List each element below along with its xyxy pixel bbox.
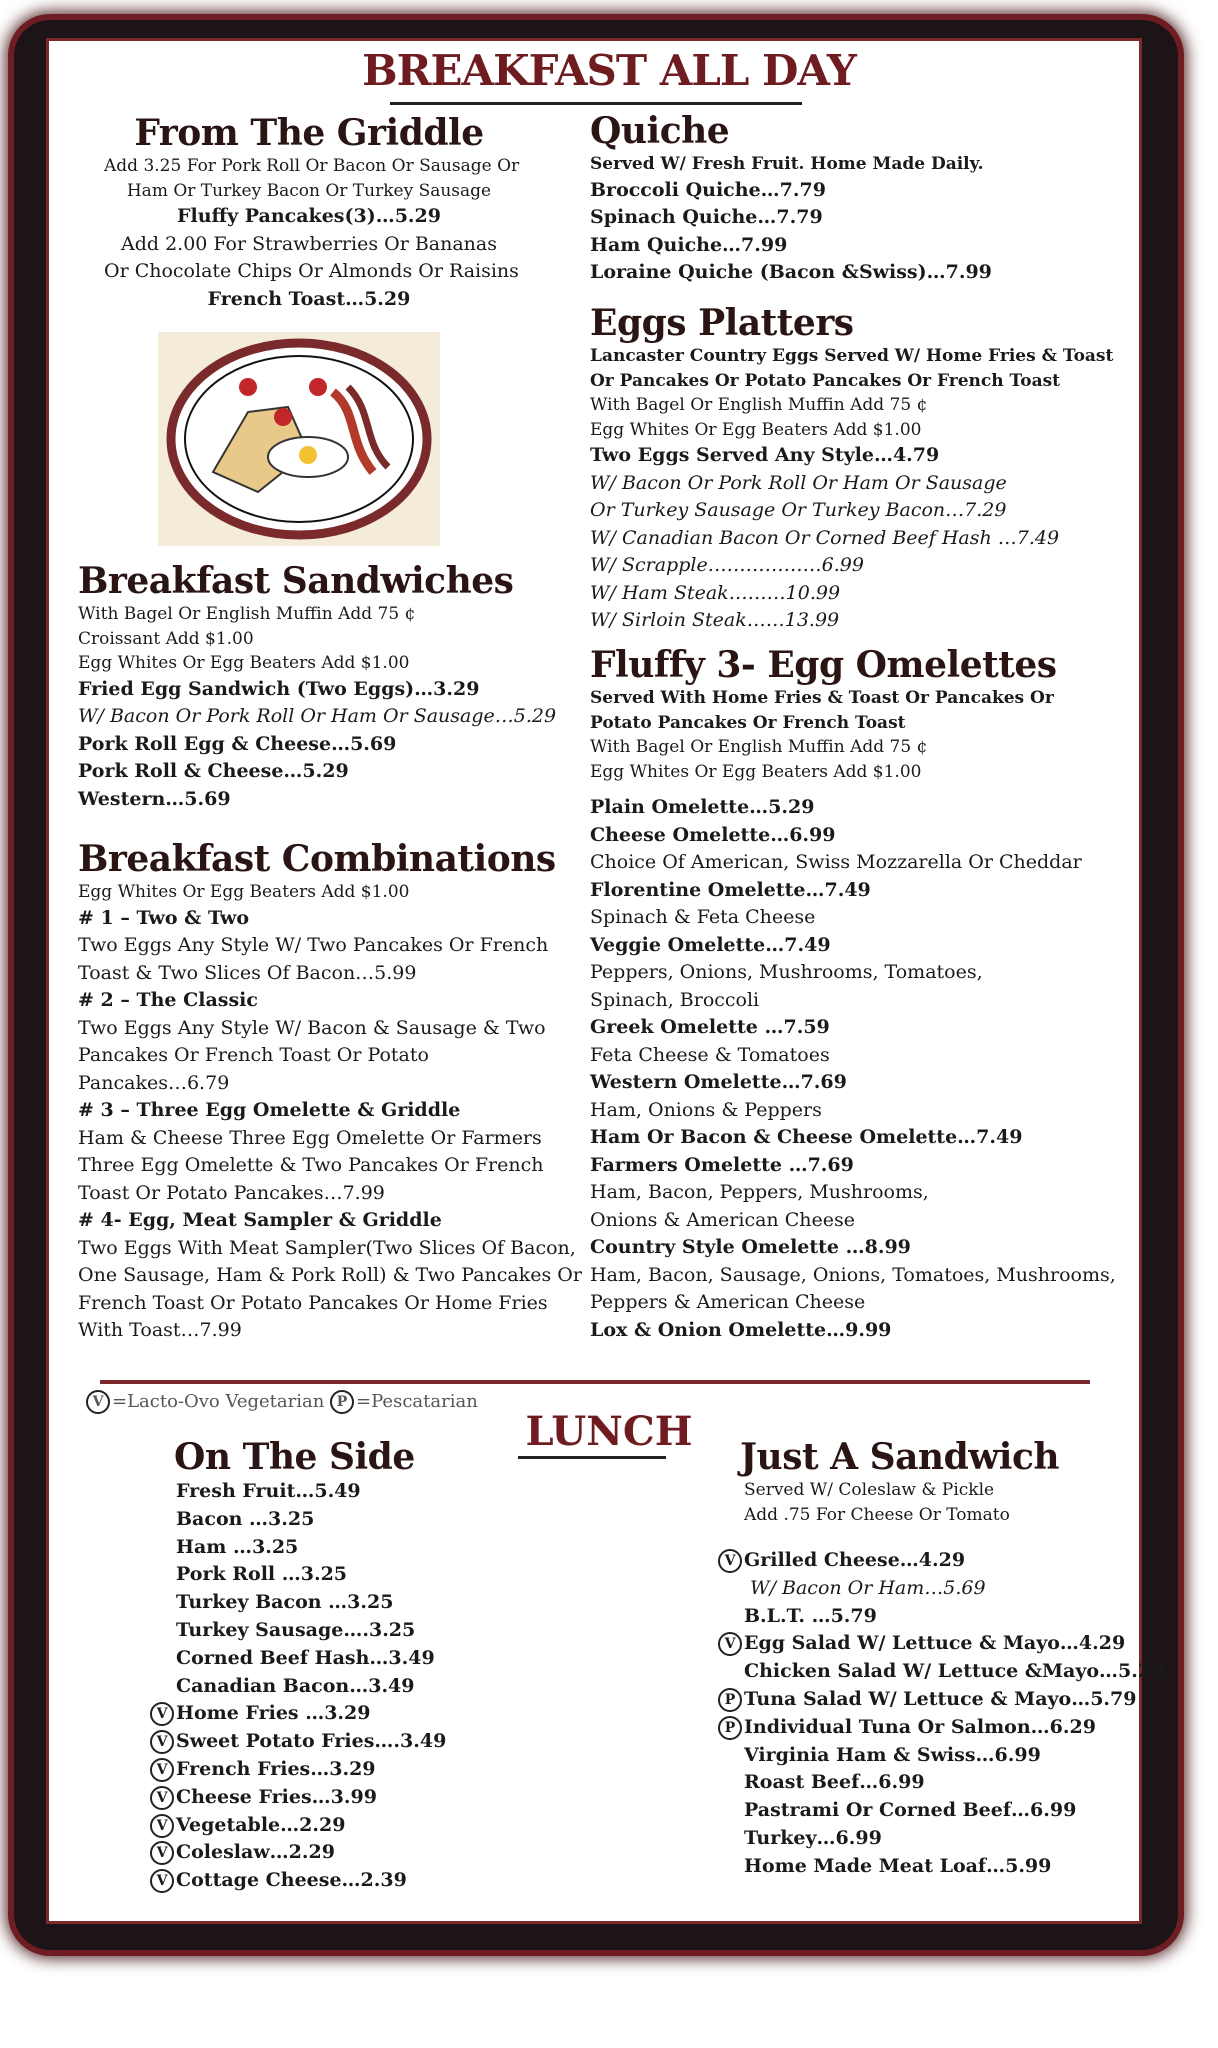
- eggs-title: Eggs Platters: [590, 302, 854, 344]
- menu-line: Egg Whites Or Egg Beaters Add $1.00: [78, 653, 410, 673]
- menu-item-label: Fresh Fruit…5.49: [176, 1480, 361, 1502]
- menu-line: Florentine Omelette…7.49: [590, 878, 871, 901]
- menu-line: W/ Scrapple………………6.99: [590, 554, 864, 576]
- menu-item: [718, 1658, 1165, 1686]
- vegetarian-icon: V: [718, 1549, 742, 1573]
- vegetarian-icon: V: [150, 1702, 174, 1726]
- menu-line: Choice Of American, Swiss Mozzarella Or Cheddar: [590, 851, 1082, 873]
- pescatarian-icon: P: [330, 1390, 354, 1414]
- griddle-lines: [104, 154, 520, 313]
- menu-line: Farmers Omelette …7.69: [590, 1153, 854, 1176]
- page-title: BREAKFAST ALL DAY: [362, 46, 856, 95]
- menu-line: W/ Ham Steak………10.99: [590, 581, 841, 604]
- combos-lines: [78, 880, 582, 1345]
- menu-line: Potato Pancakes Or French Toast: [590, 712, 906, 733]
- sandwiches-title: Breakfast Sandwiches: [78, 560, 514, 602]
- menu-item: [718, 1603, 1138, 1631]
- menu-line: Ham Quiche…7.99: [590, 233, 788, 256]
- menu-line: # 3 – Three Egg Omelette & Griddle: [78, 1099, 461, 1121]
- menu-item-label: Bacon …3.25: [176, 1507, 315, 1530]
- legend-pescatarian-label: =Pescatarian: [356, 1391, 478, 1412]
- vegetarian-icon: V: [150, 1814, 174, 1838]
- menu-line: Peppers, Onions, Mushrooms, Tomatoes,: [590, 961, 983, 983]
- menu-line: # 1 – Two & Two: [78, 906, 250, 929]
- menu-item-label: Chicken Salad W/ Lettuce &Mayo…5.29: [744, 1660, 1165, 1683]
- breakfast-illustration-icon: [158, 332, 440, 546]
- legend-vegetarian-label: =Lacto-Ovo Vegetarian: [112, 1391, 325, 1412]
- menu-item: [718, 1714, 1138, 1742]
- menu-line: Peppers & American Cheese: [590, 1291, 866, 1313]
- combos-section: [78, 838, 582, 1345]
- sandwiches-lines: [78, 602, 557, 813]
- vegetarian-icon: V: [150, 1786, 174, 1810]
- menu-line: W/ Canadian Bacon Or Corned Beef Hash …7.49: [590, 526, 1060, 549]
- section-divider: [100, 1380, 1090, 1384]
- menu-line: With Bagel Or English Muffin Add 75 ¢: [590, 395, 928, 415]
- menu-item-label: Turkey Sausage….3.25: [176, 1618, 416, 1641]
- vegetarian-icon: V: [86, 1390, 110, 1414]
- menu-line: Add 3.25 For Pork Roll Or Bacon Or Sausage Or: [104, 156, 520, 176]
- lunch-underline: [518, 1456, 666, 1459]
- menu-item-label: Coleslaw…2.29: [176, 1841, 335, 1864]
- sandwich-lines: [718, 1547, 1165, 1881]
- sandwich-title: Just A Sandwich: [740, 1436, 1060, 1478]
- menu-item-label: Grilled Cheese…4.29: [744, 1549, 966, 1571]
- menu-line: Pork Roll & Cheese…5.29: [78, 760, 349, 782]
- menu-line: Fluffy Pancakes(3)…5.29: [177, 205, 441, 227]
- menu-line: Egg Whites Or Egg Beaters Add $1.00: [78, 882, 410, 902]
- menu-item-label: Pork Roll …3.25: [176, 1563, 348, 1586]
- menu-line: Western Omelette…7.69: [590, 1071, 847, 1093]
- menu-item-label: Turkey Bacon …3.25: [176, 1591, 394, 1614]
- menu-line: Onions & American Cheese: [590, 1208, 855, 1231]
- sandwich-note: Served W/ Coleslaw & Pickle: [744, 1480, 995, 1500]
- menu-item-label: B.L.T. …5.79: [744, 1604, 877, 1627]
- menu-item: [718, 1686, 1138, 1714]
- menu-line: # 4- Egg, Meat Sampler & Griddle: [78, 1209, 442, 1231]
- menu-item: [150, 1506, 490, 1534]
- menu-line: Ham Or Turkey Bacon Or Turkey Sausage: [126, 180, 492, 201]
- vegetarian-icon: V: [150, 1758, 174, 1782]
- menu-line: [590, 784, 1110, 794]
- menu-item-label: Home Fries …3.29: [176, 1702, 371, 1725]
- side-section: [150, 1436, 490, 1895]
- menu-item-label: Cottage Cheese…2.39: [176, 1869, 407, 1892]
- menu-item-label: Sweet Potato Fries….3.49: [176, 1730, 447, 1753]
- menu-line: Spinach, Broccoli: [590, 988, 760, 1011]
- menu-item: [150, 1645, 490, 1673]
- menu-item: [150, 1839, 490, 1867]
- menu-item-label: Turkey…6.99: [744, 1826, 882, 1849]
- quiche-section: [590, 110, 1090, 287]
- side-title: On The Side: [174, 1436, 415, 1478]
- menu-line: Ham & Cheese Three Egg Omelette Or Farmers: [78, 1126, 542, 1149]
- combos-title: Breakfast Combinations: [78, 838, 556, 880]
- sandwich-section: [718, 1436, 1165, 1881]
- quiche-lines: [590, 152, 1090, 287]
- menu-item: [150, 1728, 490, 1756]
- menu-line: Two Eggs With Meat Sampler(Two Slices Of Bacon,: [78, 1236, 576, 1259]
- menu-line: Two Eggs Any Style W/ Bacon & Sausage & Two: [78, 1016, 546, 1039]
- menu-item: [718, 1630, 1138, 1658]
- menu-line: Or Pancakes Or Potato Pancakes Or French Toast: [590, 370, 1061, 391]
- pescatarian-icon: P: [718, 1688, 742, 1712]
- menu-item-label: Home Made Meat Loaf…5.99: [744, 1854, 1052, 1877]
- omelettes-lines: [590, 686, 1116, 1344]
- menu-line: Or Turkey Sausage Or Turkey Bacon…7.29: [590, 499, 1007, 521]
- menu-item-label: Individual Tuna Or Salmon…6.29: [744, 1715, 1096, 1738]
- griddle-title: From The Griddle: [134, 112, 484, 154]
- menu-line: Ham Or Bacon & Cheese Omelette…7.49: [590, 1126, 1023, 1148]
- menu-line: Lox & Onion Omelette…9.99: [590, 1318, 892, 1341]
- menu-line: Plain Omelette…5.29: [590, 796, 815, 818]
- menu-item-label: Canadian Bacon…3.49: [176, 1674, 415, 1697]
- menu-item: [150, 1561, 490, 1589]
- menu-line: Western…5.69: [78, 787, 231, 810]
- menu-item-label: Ham …3.25: [176, 1535, 299, 1558]
- menu-line: Served W/ Fresh Fruit. Home Made Daily.: [590, 154, 984, 174]
- menu-item: [150, 1756, 490, 1784]
- menu-line: W/ Sirloin Steak……13.99: [590, 609, 840, 631]
- menu-line: Croissant Add $1.00: [78, 628, 254, 649]
- menu-line: Spinach Quiche…7.79: [590, 206, 823, 228]
- eggs-section: [590, 302, 1114, 635]
- menu-item: [150, 1478, 490, 1506]
- lunch-title: LUNCH: [525, 1408, 693, 1455]
- vegetarian-icon: V: [150, 1869, 174, 1893]
- menu-item: [150, 1617, 490, 1645]
- menu-item: [718, 1797, 1138, 1825]
- menu-line: With Toast…7.99: [78, 1319, 242, 1341]
- menu-line: Egg Whites Or Egg Beaters Add $1.00: [590, 419, 922, 440]
- menu-line: Add 2.00 For Strawberries Or Bananas: [120, 232, 497, 255]
- menu-item-label: Virginia Ham & Swiss…6.99: [744, 1743, 1041, 1766]
- menu-line: W/ Bacon Or Pork Roll Or Ham Or Sausage…5.29: [78, 705, 557, 727]
- menu-line: Two Eggs Served Any Style…4.79: [590, 444, 940, 466]
- menu-line: One Sausage, Ham & Pork Roll) & Two Pancakes Or: [78, 1264, 582, 1286]
- menu-item-label: W/ Bacon Or Ham…5.69: [744, 1576, 986, 1599]
- griddle-section: [104, 112, 520, 313]
- pescatarian-icon: P: [718, 1716, 742, 1740]
- menu-item-label: Roast Beef…6.99: [744, 1771, 925, 1794]
- menu-line: W/ Bacon Or Pork Roll Or Ham Or Sausage: [590, 471, 1007, 494]
- menu-line: Greek Omelette …7.59: [590, 1016, 830, 1038]
- menu-line: Broccoli Quiche…7.79: [590, 178, 826, 201]
- menu-item: [718, 1575, 1138, 1603]
- menu-line: Fried Egg Sandwich (Two Eggs)…3.29: [78, 677, 480, 700]
- menu-item: [150, 1673, 490, 1701]
- eggs-lines: [590, 344, 1114, 635]
- menu-item: [718, 1742, 1138, 1770]
- menu-item: [718, 1547, 1138, 1575]
- menu-line: Country Style Omelette …8.99: [590, 1236, 911, 1258]
- menu-item-label: Egg Salad W/ Lettuce & Mayo…4.29: [744, 1632, 1126, 1655]
- vegetarian-icon: V: [150, 1730, 174, 1754]
- menu-line: Feta Cheese & Tomatoes: [590, 1043, 830, 1066]
- menu-line: Toast Or Potato Pancakes…7.99: [78, 1181, 385, 1204]
- menu-line: Lancaster Country Eggs Served W/ Home Fries & Toast: [590, 346, 1114, 366]
- menu-item-label: Cheese Fries…3.99: [176, 1785, 377, 1808]
- menu-item: [150, 1784, 490, 1812]
- menu-item: [718, 1769, 1138, 1797]
- menu-line: Ham, Bacon, Sausage, Onions, Tomatoes, Mushrooms,: [590, 1263, 1116, 1286]
- menu-line: French Toast…5.29: [207, 287, 411, 310]
- menu-item-label: Corned Beef Hash…3.49: [176, 1646, 435, 1669]
- menu-line: French Toast Or Potato Pancakes Or Home Fries: [78, 1291, 548, 1314]
- side-lines: [150, 1478, 490, 1895]
- menu-line: # 2 – The Classic: [78, 989, 258, 1011]
- menu-line: Spinach & Feta Cheese: [590, 906, 816, 928]
- menu-line: Served With Home Fries & Toast Or Pancakes Or: [590, 688, 1054, 708]
- vegetarian-icon: V: [718, 1632, 742, 1656]
- vegetarian-icon: V: [150, 1841, 174, 1865]
- menu-line: Pork Roll Egg & Cheese…5.69: [78, 732, 397, 755]
- menu-line: Three Egg Omelette & Two Pancakes Or French: [78, 1154, 544, 1176]
- menu-line: Cheese Omelette…6.99: [590, 823, 836, 846]
- menu-line: Ham, Bacon, Peppers, Mushrooms,: [590, 1181, 929, 1203]
- menu-line: Pancakes…6.79: [78, 1071, 230, 1094]
- menu-line: With Bagel Or English Muffin Add 75 ¢: [78, 604, 416, 624]
- menu-line: Ham, Onions & Peppers: [590, 1098, 822, 1121]
- menu-line: Pancakes Or French Toast Or Potato: [78, 1044, 429, 1066]
- menu-item-label: French Fries…3.29: [176, 1757, 376, 1780]
- menu-line: Veggie Omelette…7.49: [590, 933, 831, 956]
- menu-item: [150, 1589, 490, 1617]
- omelettes-section: [590, 644, 1116, 1344]
- omelettes-title: Fluffy 3- Egg Omelettes: [590, 644, 1057, 686]
- menu-line: Or Chocolate Chips Or Almonds Or Raisins: [104, 260, 519, 282]
- menu-item: [150, 1700, 490, 1728]
- menu-line: With Bagel Or English Muffin Add 75 ¢: [590, 737, 928, 757]
- menu-item-label: Vegetable…2.29: [176, 1813, 346, 1836]
- menu-line: Two Eggs Any Style W/ Two Pancakes Or French: [78, 934, 549, 956]
- sandwich-note: Add .75 For Cheese Or Tomato: [744, 1504, 1010, 1525]
- menu-item: [718, 1853, 1138, 1881]
- menu-item: [150, 1867, 490, 1895]
- quiche-title: Quiche: [590, 110, 730, 152]
- sandwiches-section: [78, 560, 557, 813]
- menu-item-label: Pastrami Or Corned Beef…6.99: [744, 1799, 1077, 1822]
- menu-line: Toast & Two Slices Of Bacon…5.99: [78, 961, 417, 984]
- menu-item: [150, 1534, 490, 1562]
- menu-line: Loraine Quiche (Bacon &Swiss)…7.99: [590, 261, 992, 283]
- menu-item-label: Tuna Salad W/ Lettuce & Mayo…5.79: [744, 1687, 1137, 1710]
- title-underline: [390, 102, 802, 105]
- menu-item: [150, 1812, 490, 1840]
- menu-line: Egg Whites Or Egg Beaters Add $1.00: [590, 761, 922, 782]
- menu-item: [718, 1825, 1138, 1853]
